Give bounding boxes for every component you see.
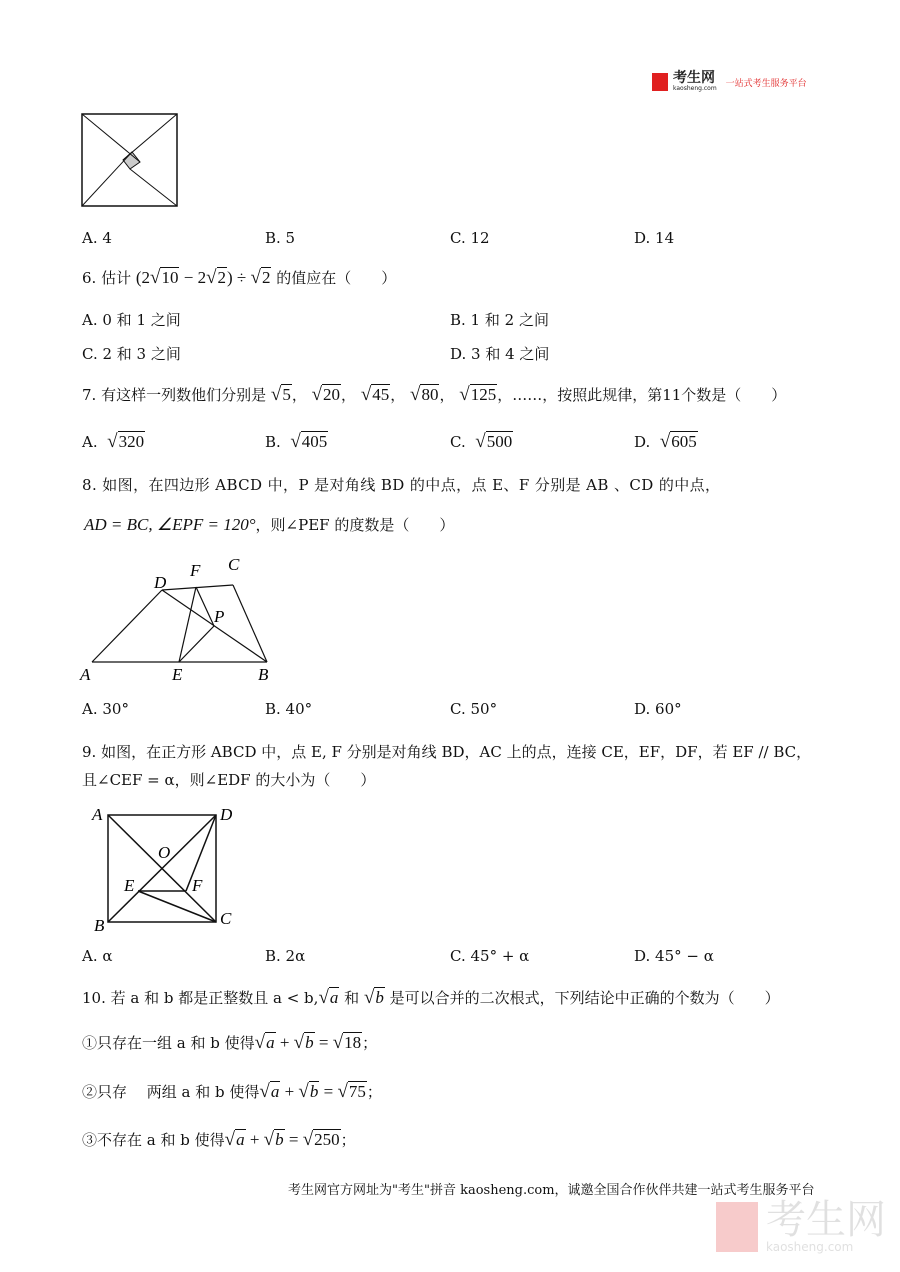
q6-option-d: D. 3 和 4 之间 xyxy=(450,345,550,363)
label-p: P xyxy=(214,607,225,626)
q10-item-3: ③不存在 a 和 b 使得√a + √b = √250； xyxy=(82,1129,356,1150)
q8-option-b: B. 40° xyxy=(265,700,313,718)
item-text: ②只存 两组 a 和 b 使得 xyxy=(82,1083,260,1101)
q6-label: 6. 估计 xyxy=(82,269,132,287)
label-d: D xyxy=(154,573,167,592)
option-value: 320 xyxy=(118,432,145,451)
watermark-name: 考生网 xyxy=(766,1197,886,1243)
label-a: A xyxy=(92,805,103,824)
q8-question: ，则∠PEF 的度数是（ ） xyxy=(255,516,455,534)
item-text: ③不存在 a 和 b 使得 xyxy=(82,1131,225,1149)
q7-option-a: A. √320 xyxy=(82,431,145,452)
q5-option-c: C. 12 xyxy=(450,229,490,247)
q10-and: 和 xyxy=(344,989,360,1007)
q9-figure xyxy=(88,802,248,937)
q6-tail: 的值应在（ ） xyxy=(276,269,397,287)
q8-stem-line2 xyxy=(84,515,454,535)
q8-option-a: A. 30° xyxy=(82,700,129,718)
q9-stem-line1: 9. 如图，在正方形 ABCD 中，点 E, F 分别是对角线 BD，AC 上的点，连接 CE，EF，DF，若 EF // BC， xyxy=(82,743,812,761)
q10-item-1: ①只存在一组 a 和 b 使得√a + √b = √18； xyxy=(82,1032,378,1053)
option-value: 405 xyxy=(301,432,328,451)
item-text: ①只存在一组 a 和 b 使得 xyxy=(82,1034,255,1052)
logo-domain: kaosheng.com xyxy=(673,85,717,92)
q5-option-a: A. 4 xyxy=(82,229,112,247)
q10-stem: 10. 若 a 和 b 都是正整数且 a < b,√a 和 √b 是可以合并的二次根式，下列结论中正确的个数为（ ） xyxy=(82,987,780,1008)
q8-option-d: D. 60° xyxy=(634,700,682,718)
q6-option-a: A. 0 和 1 之间 xyxy=(82,311,181,329)
label-e: E xyxy=(172,665,183,684)
logo-slogan: 一站式考生服务平台 xyxy=(725,78,807,89)
q9-option-b: B. 2α xyxy=(265,947,306,965)
kaosheng-logo xyxy=(652,72,807,92)
q6-option-c: C. 2 和 3 之间 xyxy=(82,345,181,363)
label-e: E xyxy=(124,876,135,895)
q7-head: 7. 有这样一列数他们分别是 xyxy=(82,386,267,404)
label-f: F xyxy=(190,561,201,580)
q9-option-a: A. α xyxy=(82,947,113,965)
label-a: A xyxy=(80,665,91,684)
q8-figure xyxy=(78,550,288,690)
watermark-logo xyxy=(716,1197,886,1254)
option-label: C. xyxy=(450,433,466,451)
q8-condition: AD = BC, ∠EPF = 120° xyxy=(84,515,256,534)
q7-term: 45 xyxy=(372,385,390,404)
q7-option-c: C. √500 xyxy=(450,431,513,452)
q6-radicand-2: 2 xyxy=(217,268,227,287)
label-o: O xyxy=(158,843,171,862)
option-value: 605 xyxy=(671,432,697,451)
q5-option-d: D. 14 xyxy=(634,229,675,247)
option-label: B. xyxy=(265,433,281,451)
watermark-domain: kaosheng.com xyxy=(766,1240,854,1254)
q8-option-c: C. 50° xyxy=(450,700,498,718)
q5-option-b: B. 5 xyxy=(265,229,296,247)
label-f: F xyxy=(192,876,203,895)
q10-item-2: ②只存 两组 a 和 b 使得√a + √b = √75； xyxy=(82,1081,382,1102)
label-c: C xyxy=(228,555,240,574)
label-c: C xyxy=(220,909,232,928)
q7-term: 80 xyxy=(421,385,439,404)
q6-option-b: B. 1 和 2 之间 xyxy=(450,311,549,329)
item-value: 75 xyxy=(348,1082,366,1101)
q6-radicand-3: 2 xyxy=(261,268,271,287)
q7-option-d: D. √605 xyxy=(634,431,697,452)
q9-option-d: D. 45° − α xyxy=(634,947,714,965)
footer-text: 考生网官方网址为"考生"拼音 kaosheng.com，诚邀全国合作伙伴共建一站式考生服务平台 xyxy=(288,1183,815,1198)
q7-term: 5 xyxy=(282,385,291,404)
q7-stem: 7. 有这样一列数他们分别是 √5， √20， √45， √80， √125，……，按照此规律，第11个数是（ ） xyxy=(82,384,787,405)
label-b: B xyxy=(94,916,105,935)
q7-term: 125 xyxy=(470,385,497,404)
q7-term: 20 xyxy=(323,385,341,404)
q6-radicand-1: 10 xyxy=(161,268,179,287)
q8-stem-line1: 8. 如图，在四边形 ABCD 中，P 是对角线 BD 的中点，点 E、F 分别是 AB 、CD 的中点， xyxy=(82,476,721,494)
q10-head: 10. 若 a 和 b 都是正整数且 a < b, xyxy=(82,989,319,1007)
option-label: A. xyxy=(82,433,98,451)
item-value: 18 xyxy=(344,1033,362,1052)
q9-option-c: C. 45° + α xyxy=(450,947,530,965)
q7-option-b: B. √405 xyxy=(265,431,328,452)
option-value: 500 xyxy=(486,432,513,451)
logo-mark-icon xyxy=(652,73,668,91)
q6-stem: 6. 估计 (2√10 − 2√2) ÷ √2 的值应在（ ） xyxy=(82,267,397,288)
label-b: B xyxy=(258,665,269,684)
item-value: 250 xyxy=(314,1130,340,1149)
q7-tail: ，……，按照此规律，第11个数是（ ） xyxy=(497,386,787,404)
logo-name: 考生网 xyxy=(673,70,715,86)
q10-tail: 是可以合并的二次根式，下列结论中正确的个数为（ ） xyxy=(389,989,780,1007)
q9-stem-line2: 且∠CEF = α，则∠EDF 的大小为（ ） xyxy=(82,771,376,789)
q5-figure xyxy=(80,112,180,208)
watermark-mark-icon xyxy=(716,1202,758,1252)
option-label: D. xyxy=(634,433,651,451)
label-d: D xyxy=(220,805,233,824)
